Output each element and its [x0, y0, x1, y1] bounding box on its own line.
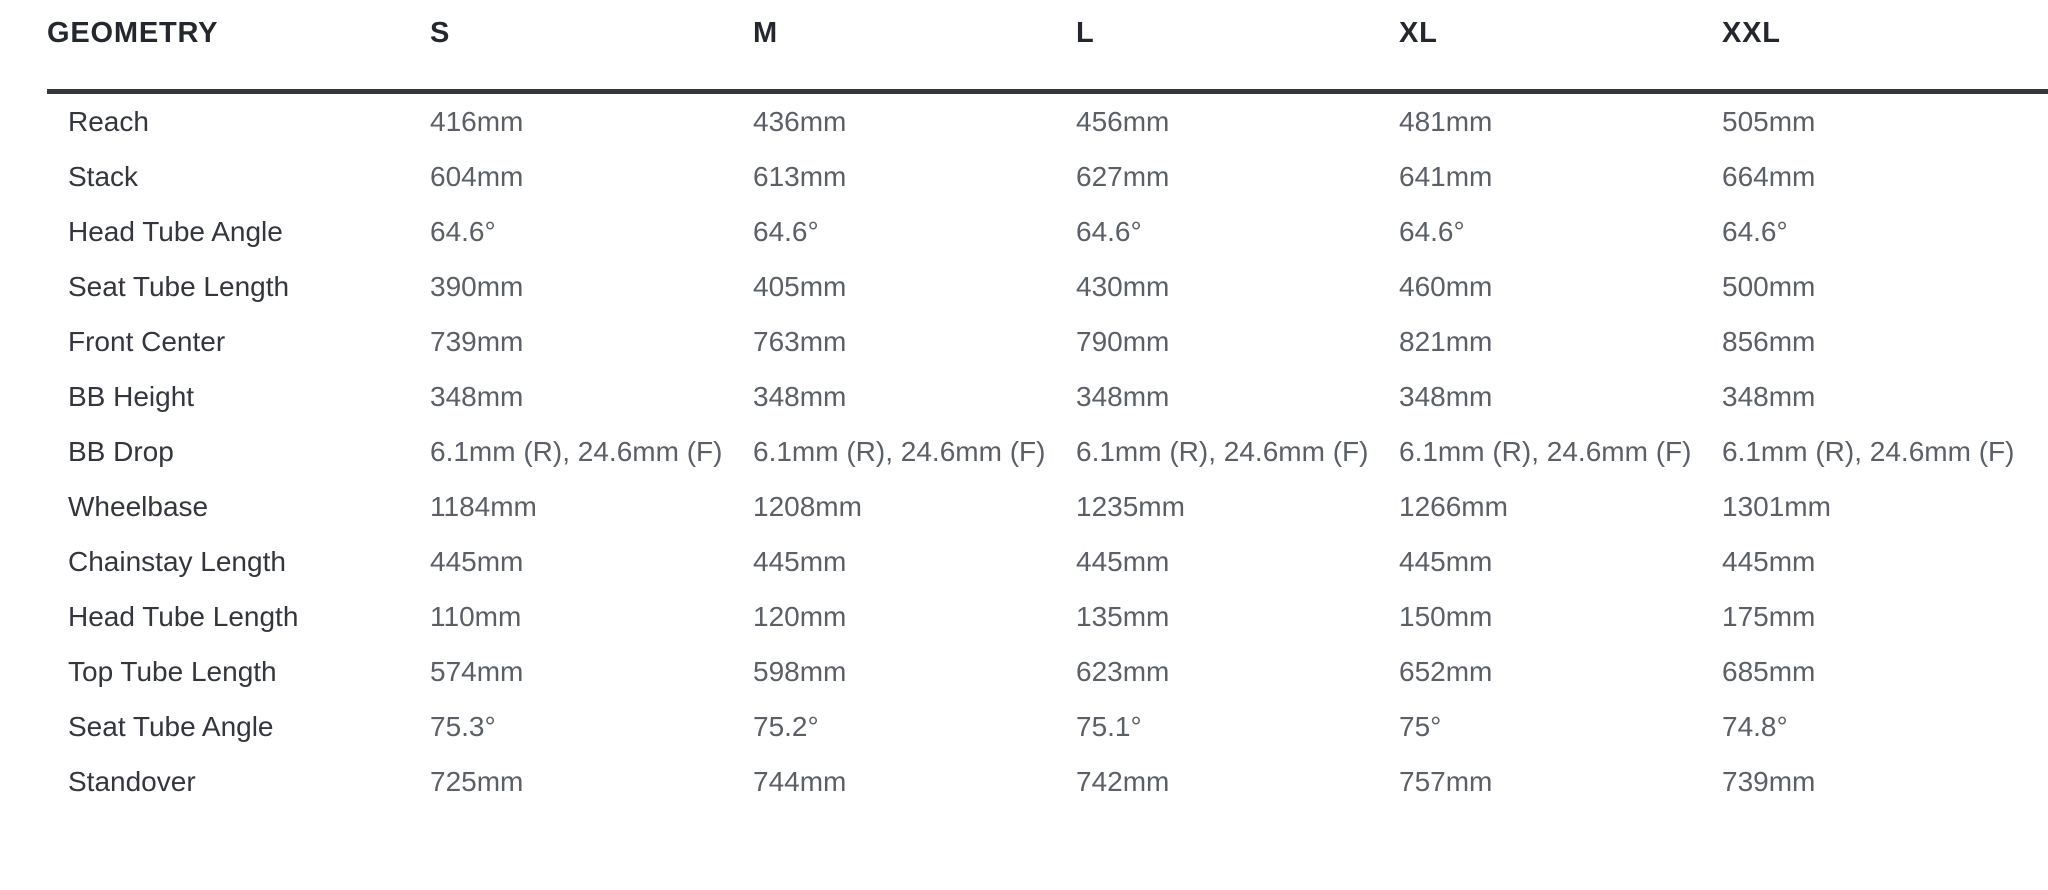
row-value: 1301mm — [1722, 490, 1831, 522]
row-value: 75.3° — [430, 710, 496, 742]
row-value: 604mm — [430, 160, 524, 192]
row-value: 75.1° — [1076, 710, 1142, 742]
row-label: Stack — [68, 160, 139, 192]
row-value: 790mm — [1076, 325, 1170, 357]
row-value: 627mm — [1076, 160, 1170, 192]
row-value: 445mm — [1722, 545, 1816, 577]
row-value: 405mm — [753, 270, 847, 302]
row-value: 641mm — [1399, 160, 1493, 192]
row-value: 445mm — [753, 545, 847, 577]
row-value: 135mm — [1076, 600, 1170, 632]
row-value: 150mm — [1399, 600, 1493, 632]
row-value: 757mm — [1399, 765, 1493, 797]
row-label: Standover — [68, 765, 196, 797]
row-value: 481mm — [1399, 105, 1493, 137]
row-value: 348mm — [430, 380, 524, 412]
row-value: 64.6° — [753, 215, 819, 247]
row-value: 64.6° — [1076, 215, 1142, 247]
row-value: 739mm — [1722, 765, 1816, 797]
row-value: 500mm — [1722, 270, 1816, 302]
row-value: 6.1mm (R), 24.6mm (F) — [1722, 435, 2015, 467]
row-value: 623mm — [1076, 655, 1170, 687]
row-value: 505mm — [1722, 105, 1816, 137]
row-label: Reach — [68, 105, 149, 137]
row-value: 742mm — [1076, 765, 1170, 797]
row-value: 348mm — [1076, 380, 1170, 412]
row-value: 613mm — [753, 160, 847, 192]
row-value: 64.6° — [1399, 215, 1465, 247]
row-value: 110mm — [430, 600, 522, 632]
table-row — [47, 589, 2048, 644]
row-value: 1235mm — [1076, 490, 1185, 522]
size-header-l: L — [1076, 0, 1399, 92]
row-label: Seat Tube Angle — [68, 710, 274, 742]
row-value: 6.1mm (R), 24.6mm (F) — [1399, 435, 1692, 467]
size-header-xxl: XXL — [1722, 0, 2048, 92]
row-label: Wheelbase — [68, 490, 209, 522]
row-value: 348mm — [1399, 380, 1493, 412]
row-label: Head Tube Length — [68, 600, 299, 632]
row-label: Head Tube Angle — [68, 215, 283, 247]
row-value: 75° — [1399, 710, 1442, 742]
row-label: BB Drop — [68, 435, 174, 467]
row-value: 821mm — [1399, 325, 1493, 357]
table-row — [47, 479, 2048, 534]
row-value: 430mm — [1076, 270, 1170, 302]
row-value: 6.1mm (R), 24.6mm (F) — [430, 435, 723, 467]
geometry-table-body — [47, 92, 2048, 810]
row-value: 348mm — [753, 380, 847, 412]
row-value: 416mm — [430, 105, 524, 137]
row-value: 445mm — [430, 545, 524, 577]
table-row — [47, 369, 2048, 424]
table-row — [47, 754, 2048, 809]
row-value: 664mm — [1722, 160, 1816, 192]
row-value: 685mm — [1722, 655, 1816, 687]
geometry-table — [47, 0, 2048, 809]
row-value: 725mm — [430, 765, 524, 797]
table-row — [47, 644, 2048, 699]
row-label: Top Tube Length — [68, 655, 277, 687]
row-label: Seat Tube Length — [68, 270, 290, 302]
row-value: 6.1mm (R), 24.6mm (F) — [753, 435, 1046, 467]
row-value: 460mm — [1399, 270, 1493, 302]
row-value: 1266mm — [1399, 490, 1508, 522]
row-value: 175mm — [1722, 600, 1816, 632]
row-value: 348mm — [1722, 380, 1816, 412]
row-value: 445mm — [1399, 545, 1493, 577]
table-row — [47, 424, 2048, 479]
row-value: 436mm — [753, 105, 847, 137]
row-value: 445mm — [1076, 545, 1170, 577]
row-value: 1208mm — [753, 490, 862, 522]
row-value: 574mm — [430, 655, 524, 687]
row-value: 652mm — [1399, 655, 1493, 687]
row-value: 64.6° — [430, 215, 496, 247]
size-header-m: M — [753, 0, 1076, 92]
size-header-s: S — [430, 0, 753, 92]
table-row — [47, 204, 2048, 259]
row-value: 739mm — [430, 325, 524, 357]
row-value: 456mm — [1076, 105, 1170, 137]
row-value: 75.2° — [753, 710, 819, 742]
table-row — [47, 92, 2048, 150]
size-header-xl: XL — [1399, 0, 1722, 92]
row-value: 64.6° — [1722, 215, 1788, 247]
table-row — [47, 149, 2048, 204]
row-value: 74.8° — [1722, 710, 1788, 742]
table-row — [47, 534, 2048, 589]
row-label: BB Height — [68, 380, 195, 412]
row-value: 744mm — [753, 765, 847, 797]
row-value: 120mm — [753, 600, 847, 632]
row-value: 856mm — [1722, 325, 1816, 357]
table-row — [47, 314, 2048, 369]
row-value: 390mm — [430, 270, 524, 302]
row-value: 1184mm — [430, 490, 537, 522]
table-row — [47, 259, 2048, 314]
table-row — [47, 699, 2048, 754]
header-row — [47, 0, 2048, 92]
row-value: 763mm — [753, 325, 847, 357]
row-value: 598mm — [753, 655, 847, 687]
row-value: 6.1mm (R), 24.6mm (F) — [1076, 435, 1369, 467]
geometry-header: GEOMETRY — [47, 0, 430, 92]
row-label: Front Center — [68, 325, 226, 357]
row-label: Chainstay Length — [68, 545, 286, 577]
